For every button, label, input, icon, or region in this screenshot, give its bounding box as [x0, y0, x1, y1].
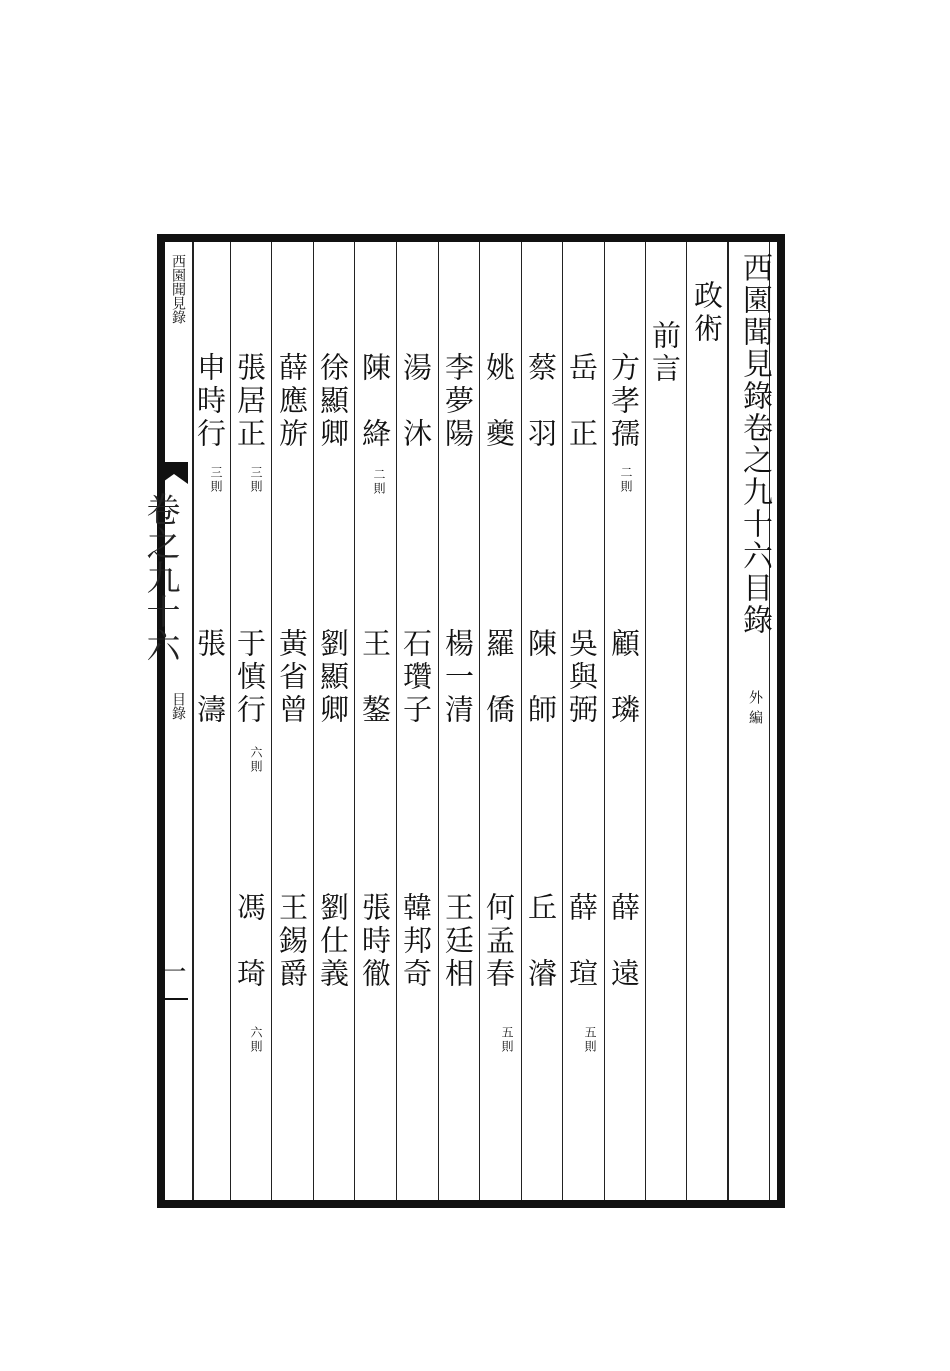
- entry-name: 岳 正: [565, 352, 599, 451]
- title-note: 外編: [747, 690, 763, 730]
- entry-name: 姚 夔: [482, 352, 516, 451]
- entry-name: 薛 瑄: [565, 892, 599, 991]
- entry-note: 六則: [249, 746, 263, 774]
- entry-name: 方孝孺: [607, 352, 641, 451]
- section-heading-column: [688, 250, 726, 1190]
- entry-note: 二則: [619, 466, 633, 494]
- entry-name: 王錫爵: [275, 892, 309, 991]
- strip-page-number: 一: [156, 958, 186, 984]
- column-rule: [727, 242, 729, 1200]
- entry-column: [356, 250, 394, 1190]
- entry-name: 張時徹: [358, 892, 392, 991]
- entry-name: 陳 師: [524, 628, 558, 727]
- entry-note: 五則: [583, 1026, 597, 1054]
- entry-name: 于慎行: [233, 628, 267, 727]
- strip-book-title: 西園聞見錄: [170, 254, 186, 324]
- entry-name: 黃省曾: [275, 628, 309, 727]
- entry-name: 劉仕義: [316, 892, 350, 991]
- entry-name: 楊一清: [441, 628, 475, 727]
- entry-note: 五則: [500, 1026, 514, 1054]
- entry-name: 薛 遠: [607, 892, 641, 991]
- entry-column: [314, 250, 352, 1190]
- entry-column: [397, 250, 435, 1190]
- entry-note: 六則: [249, 1026, 263, 1054]
- entry-name: 韓邦奇: [399, 892, 433, 991]
- entry-name: 吳與弼: [565, 628, 599, 727]
- strip-volume: 卷之九十六: [140, 492, 180, 662]
- fish-tail-mark-icon: [160, 462, 188, 484]
- entry-name: 蔡 羽: [524, 352, 558, 451]
- entry-name: 馮 琦: [233, 892, 267, 991]
- entry-name: 石瓚子: [399, 628, 433, 727]
- entry-column: [605, 250, 643, 1190]
- entry-column: [522, 250, 560, 1190]
- entry-name: 申時行: [193, 352, 227, 451]
- entry-note: 三則: [249, 466, 263, 494]
- column-rule: [354, 242, 355, 1200]
- entry-name: 張 濤: [193, 628, 227, 727]
- entry-name: 湯 沐: [399, 352, 433, 451]
- entry-note: 三則: [209, 466, 223, 494]
- entry-name: 李夢陽: [441, 352, 475, 451]
- entry-name: 王 鏊: [358, 628, 392, 727]
- entry-name: 羅 僑: [482, 628, 516, 727]
- strip-divider-line: [160, 998, 188, 1000]
- column-rule: [271, 242, 272, 1200]
- entry-name: 劉顯卿: [316, 628, 350, 727]
- section-heading: 政術: [690, 280, 724, 346]
- entry-name: 丘 濬: [524, 892, 558, 991]
- entry-column: [439, 250, 477, 1190]
- page-title: 西園聞見錄卷之九十六目錄: [737, 252, 772, 636]
- entry-column: [273, 250, 311, 1190]
- entry-column: [480, 250, 518, 1190]
- entry-column: [191, 250, 229, 1190]
- entry-name: 顧 璘: [607, 628, 641, 727]
- entry-name: 徐顯卿: [316, 352, 350, 451]
- entry-name: 張居正: [233, 352, 267, 451]
- entry-column: [231, 250, 269, 1190]
- entry-name: 薛應旂: [275, 352, 309, 451]
- entry-note: 二則: [372, 468, 386, 496]
- strip-section: 目錄: [170, 692, 186, 720]
- preface-entry: 前言: [648, 320, 682, 386]
- entry-name: 王廷相: [441, 892, 475, 991]
- column-rule: [686, 242, 687, 1200]
- entry-column: [563, 250, 601, 1190]
- entry-name: 何孟春: [482, 892, 516, 991]
- entry-name: 陳 絳: [358, 352, 392, 451]
- preface-column: [646, 250, 684, 1190]
